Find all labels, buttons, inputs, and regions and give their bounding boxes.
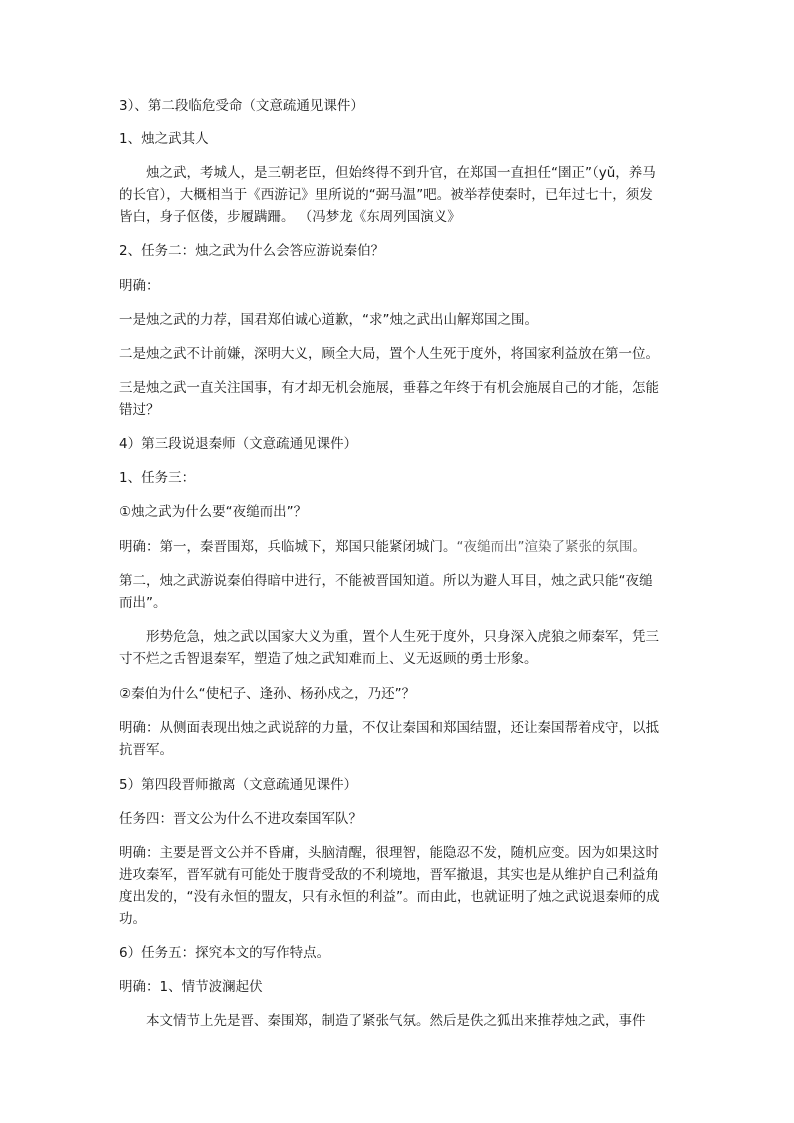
task-heading: 任务四：晋文公为什么不进攻秦国军队？ bbox=[119, 811, 362, 827]
paragraph-line: 错过？ bbox=[119, 402, 160, 418]
paragraph-line: 本文情节上先是晋、秦围郑，制造了紧张气氛。然后是佚之狐出来推荐烛之武，事件 bbox=[119, 1013, 646, 1029]
paragraph-line: 二是烛之武不计前嫌，深明大义，顾全大局，置个人生死于度外，将国家利益放在第一位。 bbox=[119, 346, 659, 362]
section-heading: 6）任务五：探究本文的写作特点。 bbox=[119, 945, 331, 961]
task-heading: 2、任务二：烛之武为什么会答应游说秦伯？ bbox=[119, 243, 385, 259]
section-heading: 3）、第二段临危受命（文意疏通见课件） bbox=[119, 98, 364, 114]
subheading: 1、烛之武其人 bbox=[119, 131, 209, 147]
paragraph-line: 明确：从侧面表现出烛之武说辞的力量，不仅让秦国和郑国结盟，还让秦国帮着戍守，以抵 bbox=[119, 720, 659, 736]
paragraph-line: 寸不烂之舌智退秦军，塑造了烛之武知难而上、义无返顾的勇士形象。 bbox=[119, 651, 538, 667]
paragraph-line: 形势危急，烛之武以国家大义为重，置个人生死于度外，只身深入虎狼之师秦军，凭三 bbox=[119, 629, 659, 645]
task-heading: 1、任务三： bbox=[119, 470, 196, 486]
answer-text: 明确：第一，秦晋围郑，兵临城下，郑国只能紧闭城门。 bbox=[119, 539, 457, 555]
paragraph-line: 一是烛之武的力荐，国君郑伯诚心道歉，“求”烛之武出山解郑国之围。 bbox=[119, 312, 538, 328]
paragraph-line: 抗晋军。 bbox=[119, 742, 173, 758]
question-line: ②秦伯为什么“使杞子、逢孙、杨孙戍之，乃还”？ bbox=[119, 686, 416, 702]
paragraph-line: 第二，烛之武游说秦伯得暗中进行，不能被晋国知道。所以为避人耳目，烛之武只能“夜缒 bbox=[119, 573, 653, 589]
answer-text-quote: “夜缒而出”渲染了紧张的氛围。 bbox=[456, 539, 646, 555]
paragraph-line: 功。 bbox=[119, 911, 146, 927]
paragraph-line: 明确：主要是晋文公并不昏庸，头脑清醒，很理智，能隐忍不发，随机应变。因为如果这时 bbox=[119, 845, 659, 861]
paragraph-line: 皆白，身子伛偻，步履蹒跚。 （冯梦龙《东周列国演义》 bbox=[119, 209, 461, 225]
paragraph-line: 度出发的，“没有永恒的盟友，只有永恒的利益”。而由此，也就证明了烛之武说退秦师的成 bbox=[119, 889, 660, 905]
paragraph-line: 三是烛之武一直关注国事，有才却无机会施展，垂暮之年终于有机会施展自己的才能，怎能 bbox=[119, 380, 659, 396]
answer-label: 明确： bbox=[119, 278, 160, 294]
paragraph-line: 烛之武，考城人，是三朝老臣，但始终得不到升官，在郑国一直担任“圉正”（yǔ，养马 bbox=[119, 165, 656, 181]
paragraph-line: 的长官），大概相当于《西游记》里所说的“弼马温”吧。被举荐使秦时，已年过七十，须发 bbox=[119, 187, 653, 203]
paragraph-line bbox=[119, 537, 679, 557]
paragraph-line: 而出”。 bbox=[119, 595, 167, 611]
section-heading: 4）第三段说退秦师（文意疏通见课件） bbox=[119, 436, 358, 452]
question-line: ①烛之武为什么要“夜缒而出”？ bbox=[119, 504, 308, 520]
section-heading: 5）第四段晋师撤离（文意疏通见课件） bbox=[119, 777, 358, 793]
answer-label: 明确：1、情节波澜起伏 bbox=[119, 979, 263, 995]
paragraph-line: 进攻秦军，晋军就有可能处于腹背受敌的不利境地，晋军撤退，其实也是从维护自己利益角 bbox=[119, 867, 659, 883]
